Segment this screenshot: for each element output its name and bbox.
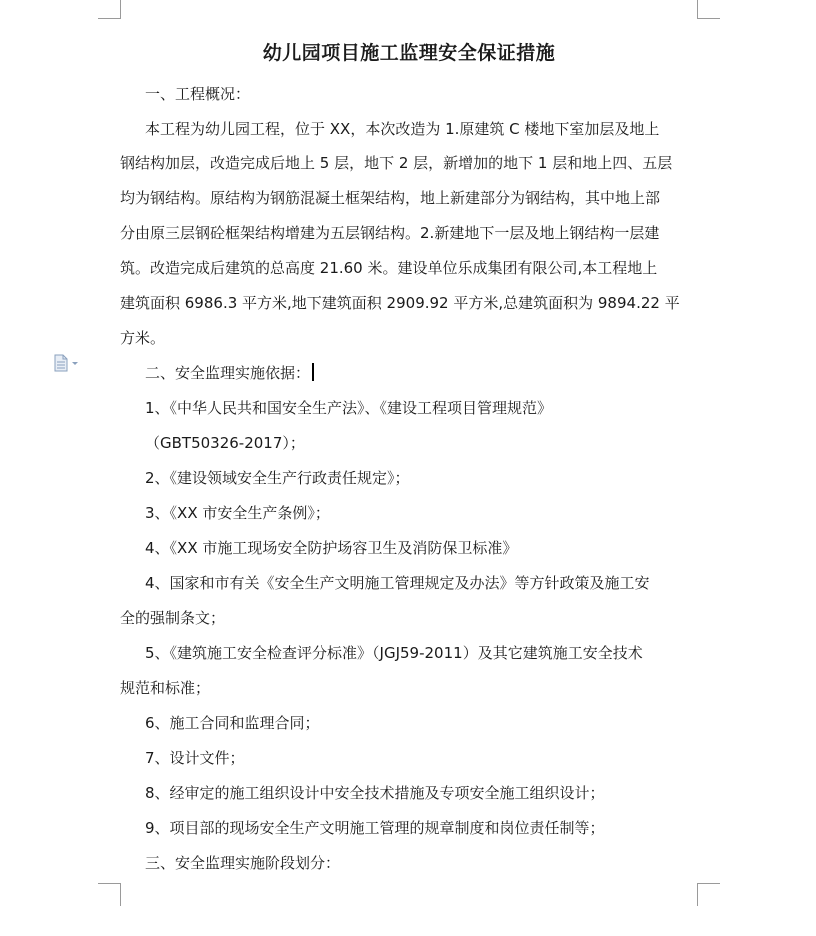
list-item-continuation: 全的强制条文； [120,609,226,627]
list-item: 8、经审定的施工组织设计中安全技术措施及专项安全施工组织设计； [145,784,605,802]
corner-mark-bottom-left [98,883,121,906]
paragraph-line: 方米。 [120,329,166,347]
list-item: 7、设计文件； [145,749,245,767]
paragraph-line: 钢结构加层，改造完成后地上 5 层，地下 2 层，新增加的地下 1 层和地上四、五层 [120,154,673,172]
list-item: 2、《建设领域安全生产行政责任规定》； [145,469,410,487]
list-item: 3、《XX 市安全生产条例》； [145,504,330,522]
paragraph-line: 建筑面积 6986.3 平方米,地下建筑面积 2909.92 平方米,总建筑面积为 9894.22 平 [120,294,680,312]
list-item: 5、《建筑施工安全检查评分标准》（JGJ59-2011）及其它建筑施工安全技术 [145,644,643,662]
section-heading-basis[interactable] [145,363,698,383]
list-item: 9、项目部的现场安全生产文明施工管理的规章制度和岗位责任制等； [145,819,605,837]
corner-mark-top-left [98,0,121,19]
paragraph-line: 筑。改造完成后建筑的总高度 21.60 米。建设单位乐成集团有限公司,本工程地上 [120,259,658,277]
section-heading-overview: 一、工程概况： [145,85,251,103]
document-icon[interactable] [52,353,82,373]
list-item-continuation: 规范和标准； [120,679,211,697]
section-heading-text: 二、安全监理实施依据： [145,364,311,382]
list-item: 4、国家和市有关《安全生产文明施工管理规定及办法》等方针政策及施工安 [145,574,650,592]
paragraph-line: 分由原三层钢砼框架结构增建为五层钢结构。2.新建地下一层及地上钢结构一层建 [120,224,660,242]
document-title: 幼儿园项目施工监理安全保证措施 [262,42,556,64]
list-item-continuation: （GBT50326-2017）； [145,434,305,452]
text-cursor [312,363,314,381]
list-item: 6、施工合同和监理合同； [145,714,320,732]
list-item: 4、《XX 市施工现场安全防护场容卫生及消防保卫标准》 [145,539,518,557]
corner-mark-top-right [697,0,720,19]
section-heading-phases: 三、安全监理实施阶段划分： [145,854,341,872]
paragraph-line: 本工程为幼儿园工程，位于 XX，本次改造为 1.原建筑 C 楼地下室加层及地上 [145,120,660,138]
paragraph-line: 均为钢结构。原结构为钢筋混凝土框架结构，地上新建部分为钢结构，其中地上部 [120,189,661,207]
corner-mark-bottom-right [697,883,720,906]
list-item: 1、《中华人民共和国安全生产法》、《建设工程项目管理规范》 [145,399,553,417]
